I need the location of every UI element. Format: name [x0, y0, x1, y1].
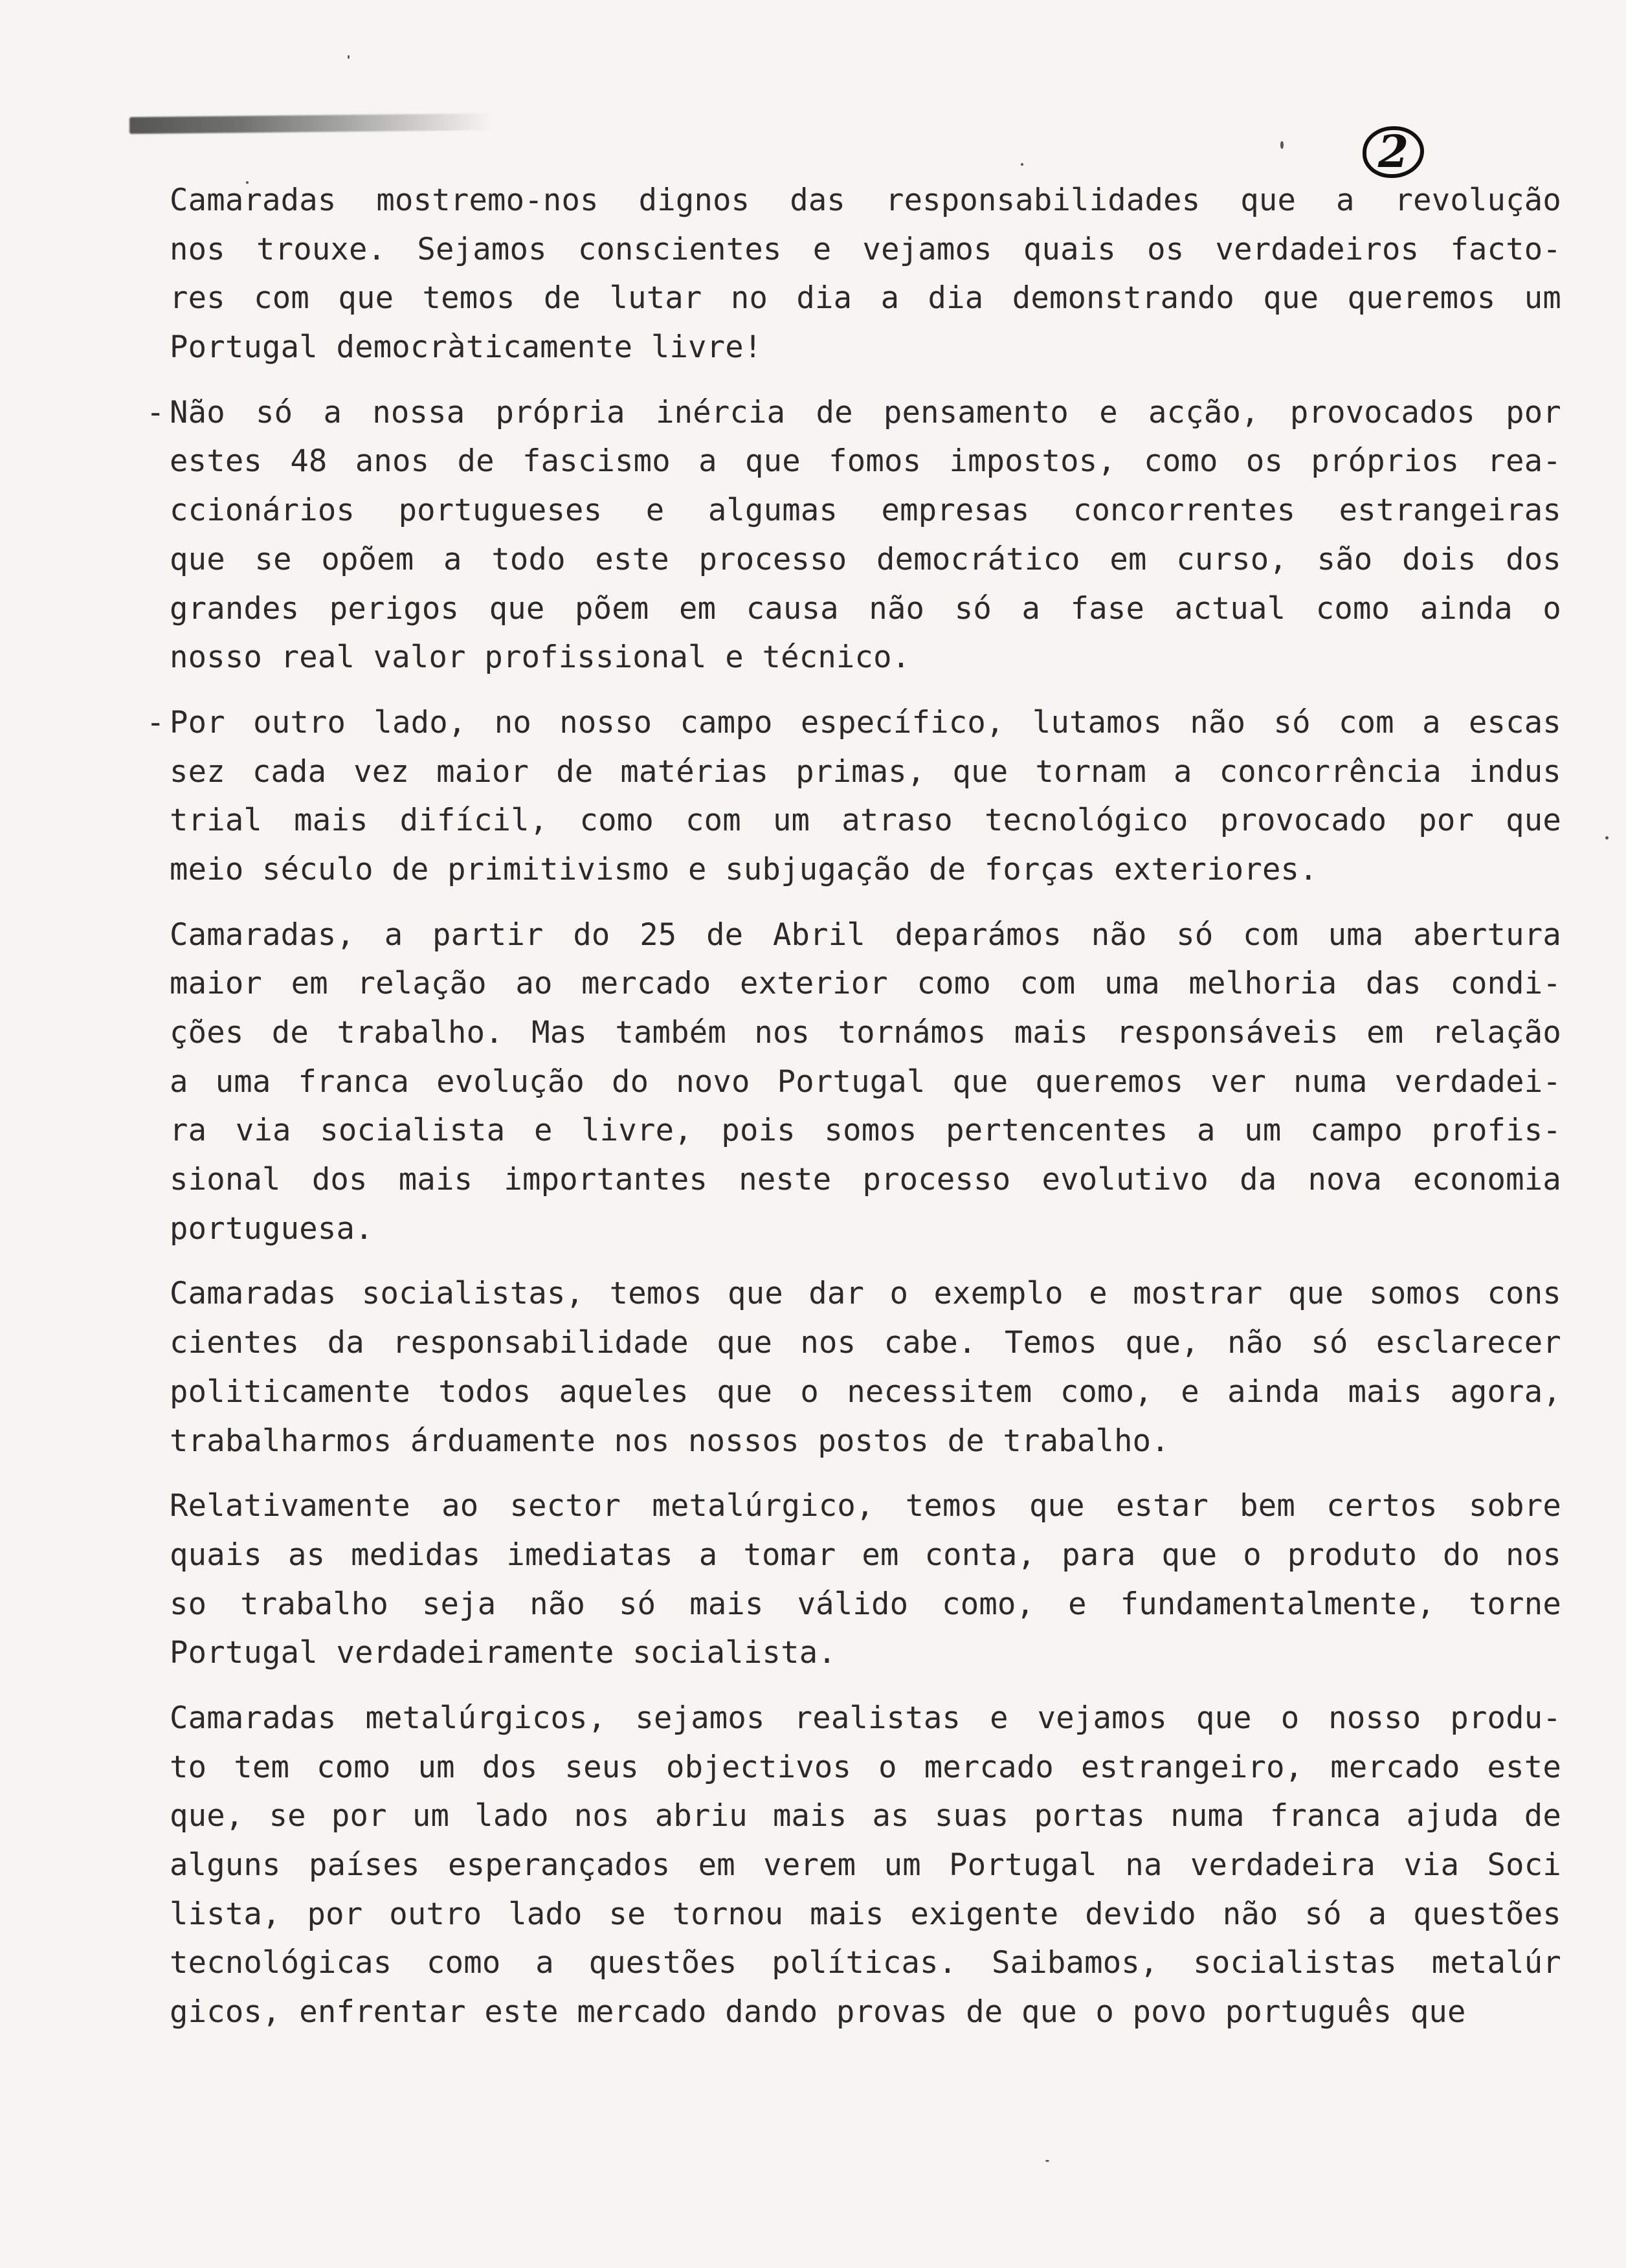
text-line: estes 48 anos de fascismo a que fomos impostos, como os próprios rea-	[170, 443, 1561, 480]
text-line: ra via socialista e livre, pois somos pertencentes a um campo profis-	[170, 1113, 1561, 1149]
text-line: alguns países esperançados em verem um Portugal na verdadeira via Soci	[170, 1847, 1561, 1883]
text-line: grandes perigos que põem em causa não só a fase actual como ainda o	[170, 590, 1561, 627]
text-line: tecnológicas como a questões políticas. Saibamos, socialistas metalúr	[170, 1945, 1561, 1981]
page-number-stamp: 2	[1363, 126, 1424, 178]
text-line: que se opõem a todo este processo democrático em curso, são dois dos	[170, 541, 1561, 577]
text-line: trial mais difícil, como com um atraso tecnológico provocado por que	[170, 803, 1561, 839]
bullet-paragraph	[170, 388, 1561, 682]
text-line: quais as medidas imediatas a tomar em conta, para que o produto do nos	[170, 1537, 1561, 1573]
text-line: sional dos mais importantes neste processo evolutivo da nova economia	[170, 1162, 1561, 1198]
text-line: Camaradas, a partir do 25 de Abril deparámos não só com uma abertura	[170, 917, 1561, 953]
paragraph	[170, 911, 1561, 1254]
text-line: to tem como um dos seus objectivos o mercado estrangeiro, mercado este	[170, 1749, 1561, 1785]
scan-speck	[348, 55, 350, 59]
text-line: lista, por outro lado se tornou mais exigente devido não só a questões	[170, 1896, 1561, 1932]
text-line: meio século de primitivismo e subjugação de forças exteriores.	[170, 851, 1318, 887]
text-line: politicamente todos aqueles que o necessitem como, e ainda mais agora,	[170, 1373, 1561, 1410]
bullet-paragraph	[170, 698, 1561, 895]
text-line: Camaradas socialistas, temos que dar o exemplo e mostrar que somos cons	[170, 1276, 1561, 1312]
text-line: Camaradas mostremo-nos dignos das responsabilidades que a revolução	[170, 183, 1561, 218]
text-line: Portugal democràticamente livre!	[170, 329, 763, 366]
document-body	[170, 176, 1561, 2053]
scan-speck	[1605, 836, 1609, 839]
text-line: gicos, enfrentar este mercado dando provas de que o povo português que	[170, 1994, 1466, 2030]
text-line: - Não só a nossa própria inércia de pensamento e acção, provocados por	[170, 394, 1561, 430]
scan-speck	[1021, 163, 1023, 166]
paragraph	[170, 1269, 1561, 1465]
text-line: que, se por um lado nos abriu mais as suas portas numa franca ajuda de	[170, 1798, 1561, 1834]
text-line: so trabalho seja não só mais válido como, e fundamentalmente, torne	[170, 1586, 1561, 1622]
text-line: Portugal verdadeiramente socialista.	[170, 1635, 836, 1671]
text-line: cientes da responsabilidade que nos cabe. Temos que, não só esclarecer	[170, 1325, 1561, 1361]
paragraph	[170, 1482, 1561, 1678]
scan-smudge	[129, 113, 492, 134]
paragraph	[170, 1694, 1561, 2037]
text-line: sez cada vez maior de matérias primas, que tornam a concorrência indus	[170, 753, 1561, 790]
text-line: nos trouxe. Sejamos conscientes e vejamos quais os verdadeiros facto-	[170, 231, 1561, 267]
text-line: portuguesa.	[170, 1210, 373, 1247]
scan-speck	[1280, 141, 1284, 149]
text-line: ções de trabalho. Mas também nos tornámos mais responsáveis em relação	[170, 1015, 1561, 1051]
text-line: Relativamente ao sector metalúrgico, temos que estar bem certos sobre	[170, 1488, 1561, 1524]
text-line: res com que temos de lutar no dia a dia demonstrando que queremos um	[170, 280, 1561, 317]
text-line: Camaradas metalúrgicos, sejamos realistas e vejamos que o nosso produ-	[170, 1700, 1561, 1736]
text-line: trabalharmos árduamente nos nossos postos de trabalho.	[170, 1423, 1170, 1459]
scan-speck	[1045, 2160, 1049, 2162]
text-line: nosso real valor profissional e técnico.	[170, 639, 911, 676]
paragraph	[170, 176, 1561, 372]
text-line: - Por outro lado, no nosso campo específico, lutamos não só com a escas	[170, 704, 1561, 740]
text-line: maior em relação ao mercado exterior como com uma melhoria das condi-	[170, 966, 1561, 1002]
text-line: a uma franca evolução do novo Portugal que queremos ver numa verdadei-	[170, 1063, 1561, 1100]
text-line: ccionários portugueses e algumas empresas concorrentes estrangeiras	[170, 493, 1561, 529]
